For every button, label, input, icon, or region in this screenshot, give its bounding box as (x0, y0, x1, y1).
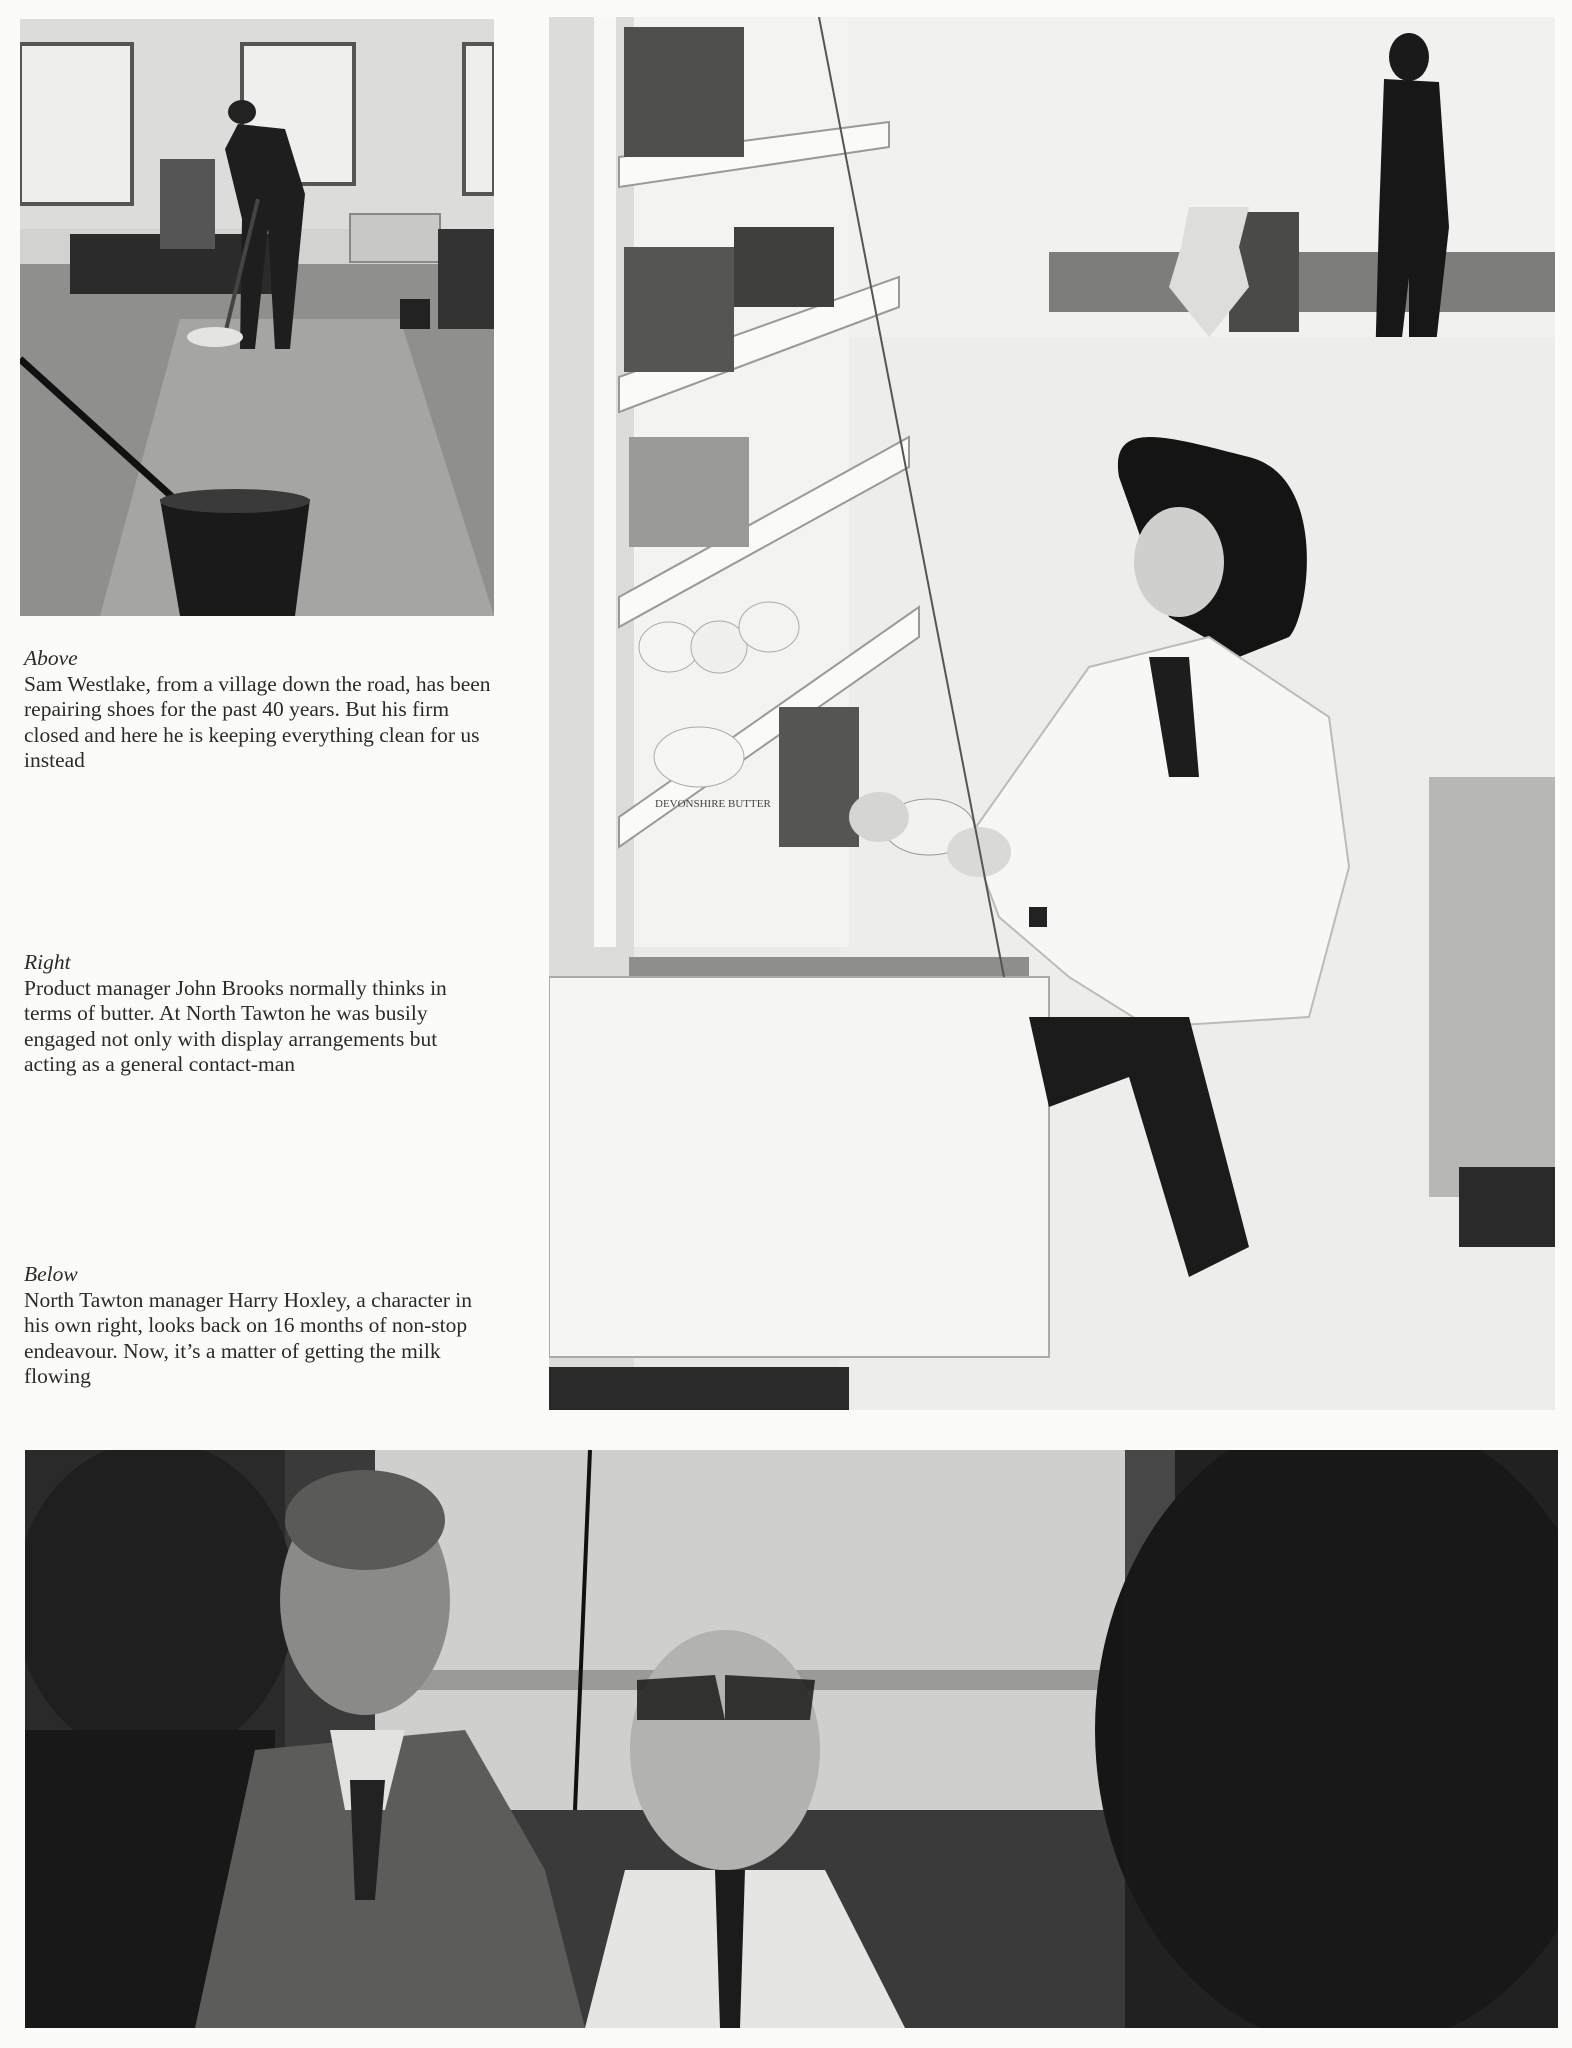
photo-man-mopping-image (20, 19, 494, 616)
caption-above-label: Above (24, 646, 78, 670)
photo-product-manager-image (549, 17, 1555, 1410)
caption-below-text: North Tawton manager Harry Hoxley, a character in his own right, looks back on 16 months of non-stop endeavour. Now, it’s a matter of getting the milk flowing (24, 1287, 473, 1388)
photo-product-manager-display (549, 17, 1555, 1410)
photo-manager-group (25, 1450, 1558, 2028)
caption-right-label: Right (24, 950, 71, 974)
caption-above (24, 646, 494, 774)
photo-man-mopping (20, 19, 494, 616)
caption-above-text: Sam Westlake, from a village down the road, has been repairing shoes for the past 40 years. But his firm closed and here he is keeping everything clean for us instead (24, 671, 491, 772)
caption-below (24, 1262, 494, 1390)
photo-manager-group-image (25, 1450, 1558, 2028)
caption-right (24, 950, 494, 1078)
caption-right-text: Product manager John Brooks normally thinks in terms of butter. At North Tawton he was busily engaged not only with display arrangements but acting as a general contact-man (24, 975, 447, 1076)
butter-package-label: DEVONSHIRE BUTTER (655, 798, 771, 810)
caption-below-label: Below (24, 1262, 78, 1286)
